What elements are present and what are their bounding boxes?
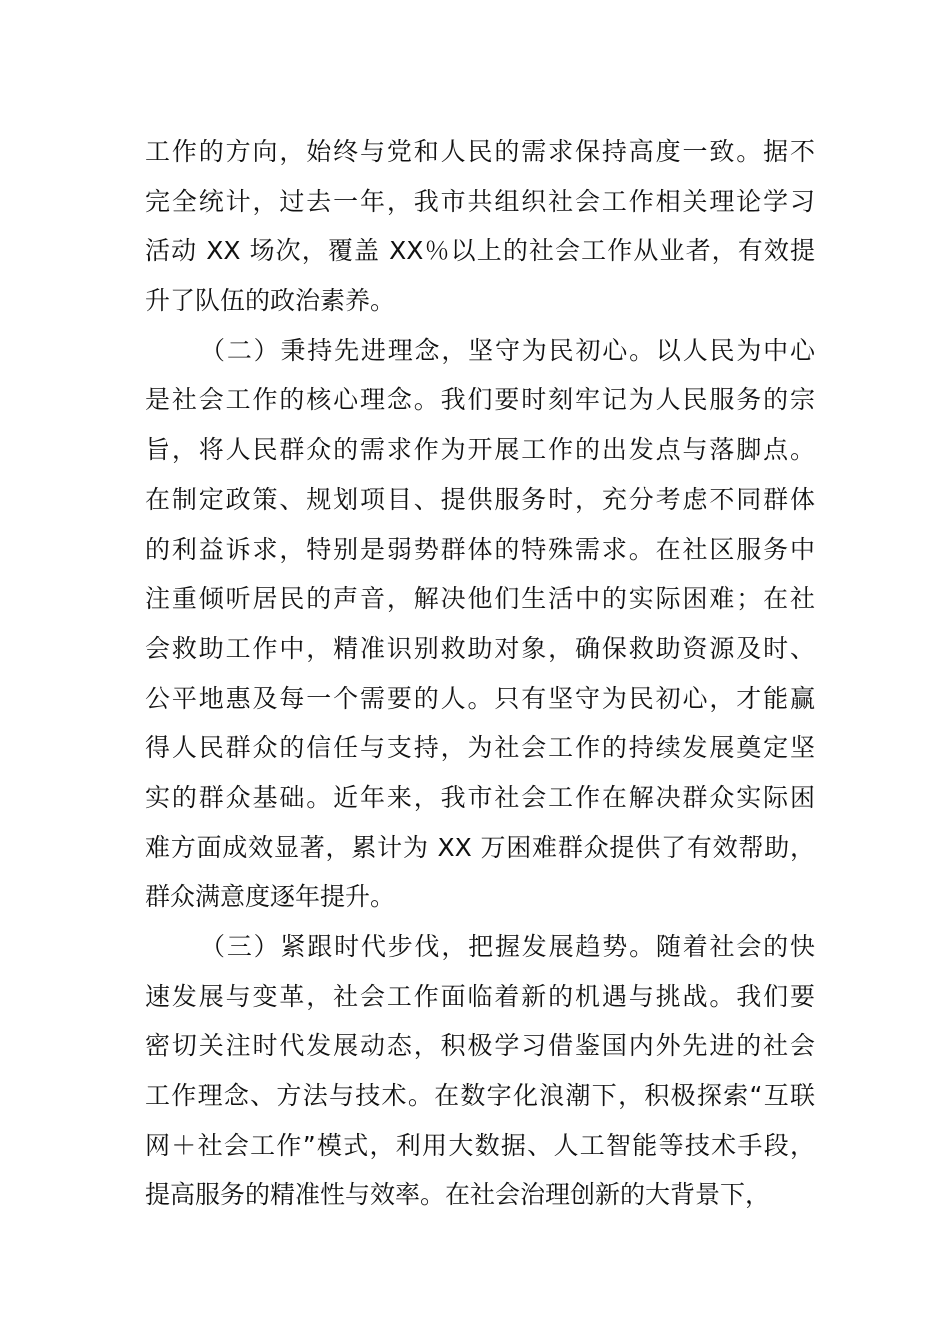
text-line: 群众满意度逐年提升。	[145, 882, 396, 912]
document-body	[145, 127, 815, 1220]
text-line: 公平地惠及每一个需要的人。只有坚守为民初心，才能赢	[145, 683, 815, 713]
text-line: 密切关注时代发展动态，积极学习借鉴国内外先进的社会	[145, 1031, 815, 1061]
text-line: 是社会工作的核心理念。我们要时刻牢记为人民服务的宗	[145, 385, 815, 415]
text-line: 工作的方向，始终与党和人民的需求保持高度一致。据不	[145, 137, 815, 166]
text-line: 在制定政策、规划项目、提供服务时，充分考虑不同群体	[145, 484, 815, 514]
text-line: 工作理念、方法与技术。在数字化浪潮下，积极探索“互联	[145, 1081, 815, 1111]
paragraph-1	[145, 127, 815, 326]
text-line: 旨，将人民群众的需求作为开展工作的出发点与落脚点。	[145, 435, 815, 465]
text-line: 活动 XX 场次，覆盖 XX％以上的社会工作从业者，有效提	[145, 236, 815, 266]
text-line: （二）秉持先进理念，坚守为民初心。以人民为中心	[200, 335, 815, 365]
text-line: 注重倾听居民的声音，解决他们生活中的实际困难；在社	[145, 584, 815, 614]
text-line: 网＋社会工作”模式，利用大数据、人工智能等技术手段，	[145, 1130, 815, 1160]
text-line: 升了队伍的政治素养。	[145, 286, 396, 316]
text-line: 速发展与变革，社会工作面临着新的机遇与挑战。我们要	[145, 981, 815, 1011]
text-line: 提高服务的精准性与效率。在社会治理创新的大背景下，	[145, 1180, 771, 1210]
text-line: 的利益诉求，特别是弱势群体的特殊需求。在社区服务中	[145, 534, 815, 564]
text-line: 得人民群众的信任与支持，为社会工作的持续发展奠定坚	[145, 733, 815, 763]
paragraph-2	[145, 326, 815, 922]
text-line: 完全统计，过去一年，我市共组织社会工作相关理论学习	[145, 186, 815, 216]
text-line: 难方面成效显著，累计为 XX 万困难群众提供了有效帮助，	[145, 832, 815, 862]
text-line: （三）紧跟时代步伐，把握发展趋势。随着社会的快	[200, 932, 815, 961]
text-line: 会救助工作中，精准识别救助对象，确保救助资源及时、	[145, 633, 815, 663]
text-line: 实的群众基础。近年来，我市社会工作在解决群众实际困	[145, 782, 815, 812]
paragraph-3	[145, 922, 815, 1220]
